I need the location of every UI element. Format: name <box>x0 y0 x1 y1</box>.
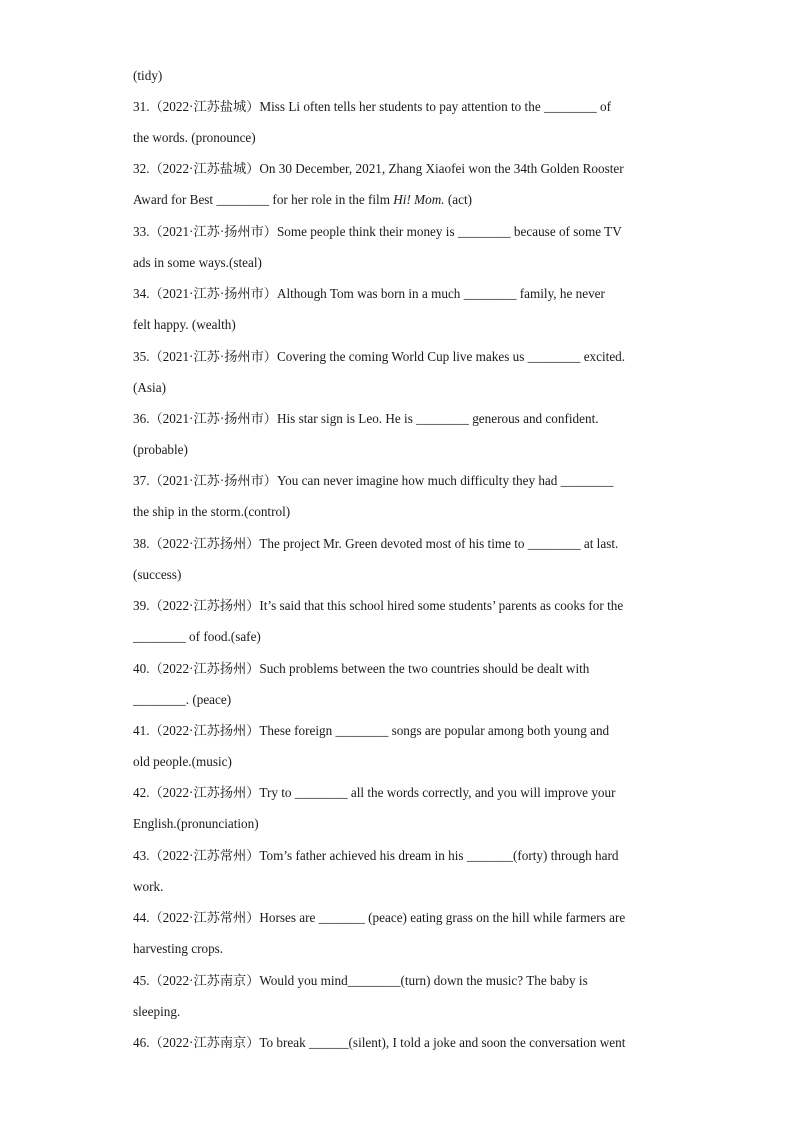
question-45: 45.（2022·江苏南京）Would you mind________(turn) down the music? The baby is <box>133 973 588 988</box>
text-line: work. <box>133 879 164 894</box>
text-line: old people.(music) <box>133 754 232 769</box>
question-43: 43.（2022·江苏常州）Tom’s father achieved his dream in his _______(forty) through hard <box>133 848 619 863</box>
film-title: Hi! Mom. <box>393 192 445 207</box>
question-44: 44.（2022·江苏常州）Horses are _______ (peace) eating grass on the hill while farmers are <box>133 910 626 925</box>
text-line: harvesting crops. <box>133 941 224 956</box>
text-line: English.(pronunciation) <box>133 816 259 831</box>
question-37: 37.（2021·江苏·扬州市）You can never imagine how much difficulty they had ________ <box>133 473 614 488</box>
question-36: 36.（2021·江苏·扬州市）His star sign is Leo. He is ________ generous and confident. <box>133 411 599 426</box>
question-35: 35.（2021·江苏·扬州市）Covering the coming World Cup live makes us ________ excited. <box>133 349 626 364</box>
question-39: 39.（2022·江苏扬州）It’s said that this school hired some students’ parents as cooks for the <box>133 598 624 613</box>
question-40: 40.（2022·江苏扬州）Such problems between the two countries should be dealt with <box>133 661 590 676</box>
text-line: felt happy. (wealth) <box>133 317 236 332</box>
text-span: (act) <box>444 192 473 207</box>
text-line: ________ of food.(safe) <box>133 629 261 644</box>
question-42: 42.（2022·江苏扬州）Try to ________ all the words correctly, and you will improve your <box>133 785 616 800</box>
text-line: (success) <box>133 567 182 582</box>
text-line: ads in some ways.(steal) <box>133 255 262 270</box>
question-41: 41.（2022·江苏扬州）These foreign ________ songs are popular among both young and <box>133 723 610 738</box>
text-line: ________. (peace) <box>133 692 232 707</box>
text-line <box>133 191 673 209</box>
text-line: (tidy) <box>133 68 163 83</box>
question-34: 34.（2021·江苏·扬州市）Although Tom was born in a much ________ family, he never <box>133 286 605 301</box>
text-line: sleeping. <box>133 1004 181 1019</box>
question-31: 31.（2022·江苏盐城）Miss Li often tells her students to pay attention to the ________ of <box>133 99 611 114</box>
text-line: the words. (pronounce) <box>133 130 256 145</box>
question-46: 46.（2022·江苏南京）To break ______(silent), I told a joke and soon the conversation went <box>133 1035 626 1050</box>
question-38: 38.（2022·江苏扬州）The project Mr. Green devoted most of his time to ________ at last. <box>133 536 619 551</box>
text-line: (Asia) <box>133 380 166 395</box>
text-line: (probable) <box>133 442 188 457</box>
question-33: 33.（2021·江苏·扬州市）Some people think their money is ________ because of some TV <box>133 224 622 239</box>
text-span: Award for Best ________ for her role in the film <box>133 192 394 207</box>
question-32: 32.（2022·江苏盐城）On 30 December, 2021, Zhang Xiaofei won the 34th Golden Rooster <box>133 161 624 176</box>
text-line: the ship in the storm.(control) <box>133 504 291 519</box>
